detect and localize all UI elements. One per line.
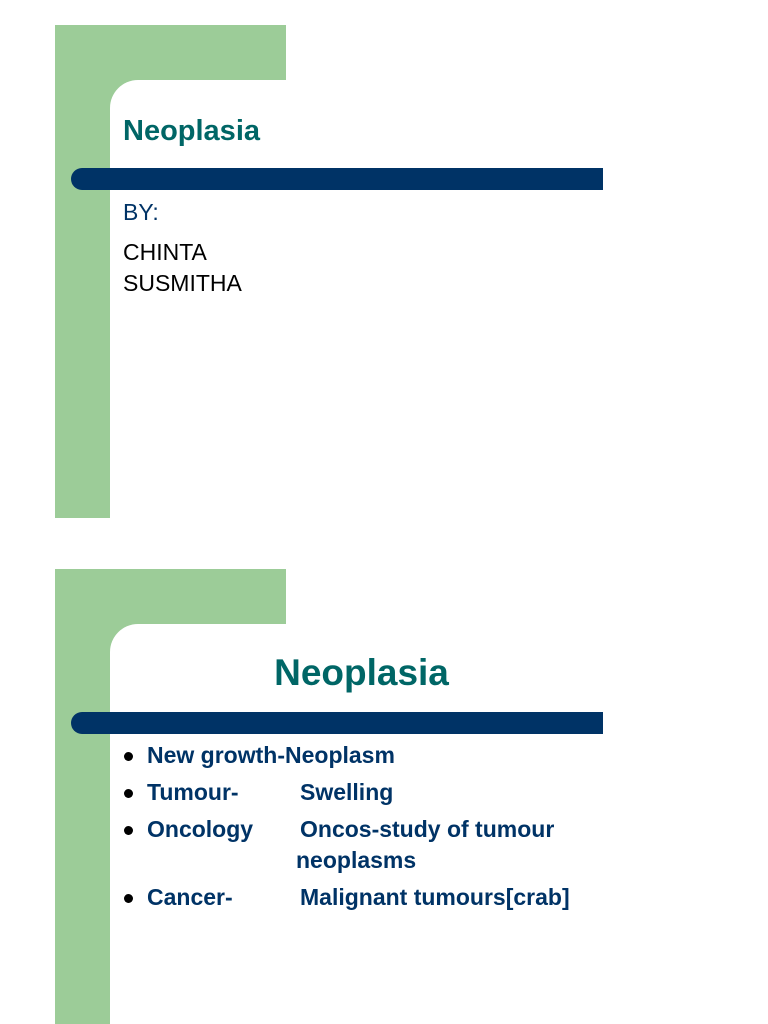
bullet-item xyxy=(123,740,570,771)
title-divider-bar xyxy=(71,168,603,190)
author-line: CHINTA xyxy=(123,239,207,265)
bullet-definition xyxy=(296,814,555,876)
bullet-dot-icon xyxy=(124,894,133,903)
bullet-definition xyxy=(300,777,393,808)
bullet-dot-icon xyxy=(124,752,133,761)
bullet-list xyxy=(123,740,570,919)
bullet-definition xyxy=(300,882,570,913)
author-name xyxy=(123,237,242,299)
bullet-term: Oncology xyxy=(147,816,254,842)
slide-title: Neoplasia xyxy=(123,115,260,147)
bullet-dot-icon xyxy=(124,826,133,835)
bullet-term: Cancer- xyxy=(147,884,233,910)
slide-2 xyxy=(0,544,768,1024)
definition-line: Malignant tumours[crab] xyxy=(300,884,570,910)
by-label: BY: xyxy=(123,199,159,225)
bullet-item xyxy=(123,882,570,913)
definition-line: neoplasms xyxy=(296,847,417,873)
bullet-item xyxy=(123,814,570,876)
bullet-term: Tumour- xyxy=(147,779,239,805)
bullet-dot-icon xyxy=(124,789,133,798)
slide-title: Neoplasia xyxy=(274,652,449,693)
definition-line: Oncos-study of tumour xyxy=(300,816,555,842)
title-divider-bar xyxy=(71,712,603,734)
author-line: SUSMITHA xyxy=(123,270,242,296)
bullet-item xyxy=(123,777,570,808)
bullet-text: New growth-Neoplasm xyxy=(147,742,395,768)
definition-line: Swelling xyxy=(300,779,394,805)
